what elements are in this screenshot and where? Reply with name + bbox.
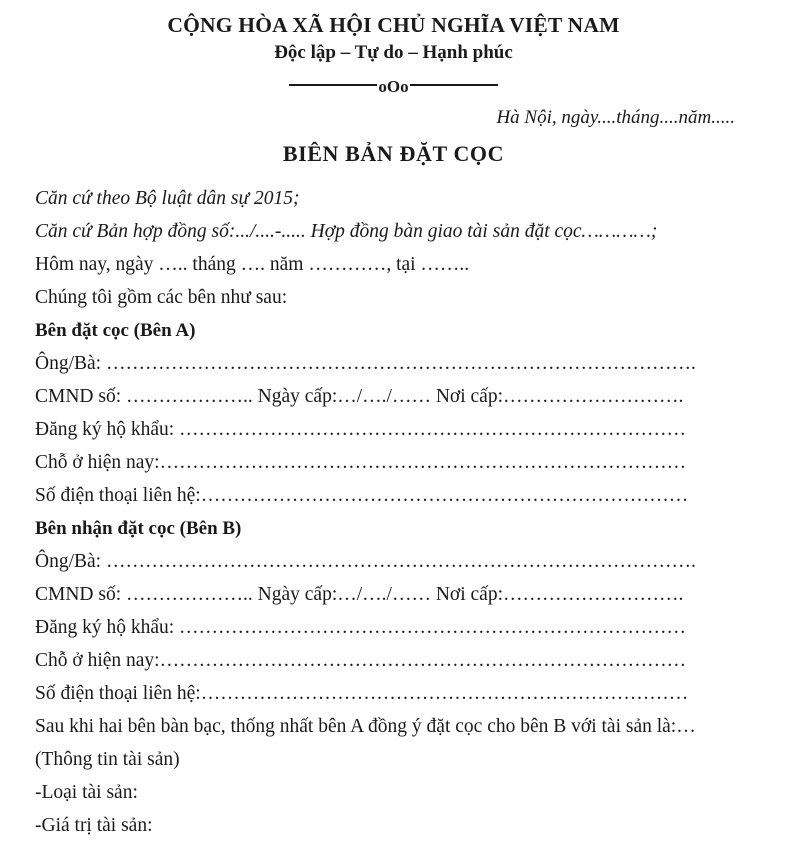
preamble-line: Căn cứ Bản hợp đồng số:.../....-..... Hợp đồng bàn giao tài sản đặt cọc…………; bbox=[35, 221, 658, 243]
agreement-statement: Sau khi hai bên bàn bạc, thống nhất bên A đồng ý đặt cọc cho bên B với tài sản là:… bbox=[35, 716, 696, 738]
national-motto: Độc lập – Tự do – Hạnh phúc bbox=[274, 41, 513, 63]
separator-mark: oOo bbox=[378, 76, 409, 96]
party-a-field-id: CMND số: ……………….. Ngày cấp:…/…./…… Nơi cấp:………………………. bbox=[35, 386, 684, 408]
party-b-field-name: Ông/Bà: ………………………………………………………………………………. bbox=[35, 551, 696, 573]
party-b-field-id: CMND số: ……………….. Ngày cấp:…/…./…… Nơi cấp:………………………. bbox=[35, 584, 684, 606]
preamble-line: Hôm nay, ngày ….. tháng …. năm …………, tại …….. bbox=[35, 254, 470, 276]
party-b-field-current-address: Chỗ ở hiện nay:……………………………………………………………………… bbox=[35, 650, 687, 672]
separator-rule-left bbox=[289, 84, 377, 86]
document-body bbox=[0, 182, 787, 842]
party-b-field-residence-registration: Đăng ký hộ khẩu: …………………………………………………………………… bbox=[35, 617, 687, 639]
party-a-field-residence-registration: Đăng ký hộ khẩu: …………………………………………………………………… bbox=[35, 419, 687, 441]
national-title: CỘNG HÒA XÃ HỘI CHỦ NGHĨA VIỆT NAM bbox=[167, 13, 620, 37]
asset-value-field: -Giá trị tài sản: bbox=[35, 815, 153, 837]
national-header bbox=[0, 0, 787, 96]
party-a-field-phone: Số điện thoại liên hệ:………………………………………………………………… bbox=[35, 485, 689, 507]
preamble-line: Chúng tôi gồm các bên như sau: bbox=[35, 287, 288, 309]
preamble-line: Căn cứ theo Bộ luật dân sự 2015; bbox=[35, 188, 300, 210]
separator-rule-right bbox=[410, 84, 498, 86]
party-a-heading: Bên đặt cọc (Bên A) bbox=[35, 320, 196, 342]
oOo-separator bbox=[0, 74, 787, 96]
asset-info-label: (Thông tin tài sản) bbox=[35, 749, 180, 771]
place-and-date: Hà Nội, ngày....tháng....năm..... bbox=[496, 107, 735, 129]
party-b-field-phone: Số điện thoại liên hệ:………………………………………………………………… bbox=[35, 683, 689, 705]
asset-type-field: -Loại tài sản: bbox=[35, 782, 138, 804]
document-title: BIÊN BẢN ĐẶT CỌC bbox=[282, 141, 505, 167]
party-a-field-current-address: Chỗ ở hiện nay:……………………………………………………………………… bbox=[35, 452, 687, 474]
party-a-field-name: Ông/Bà: ………………………………………………………………………………. bbox=[35, 353, 696, 375]
party-b-heading: Bên nhận đặt cọc (Bên B) bbox=[35, 518, 242, 540]
